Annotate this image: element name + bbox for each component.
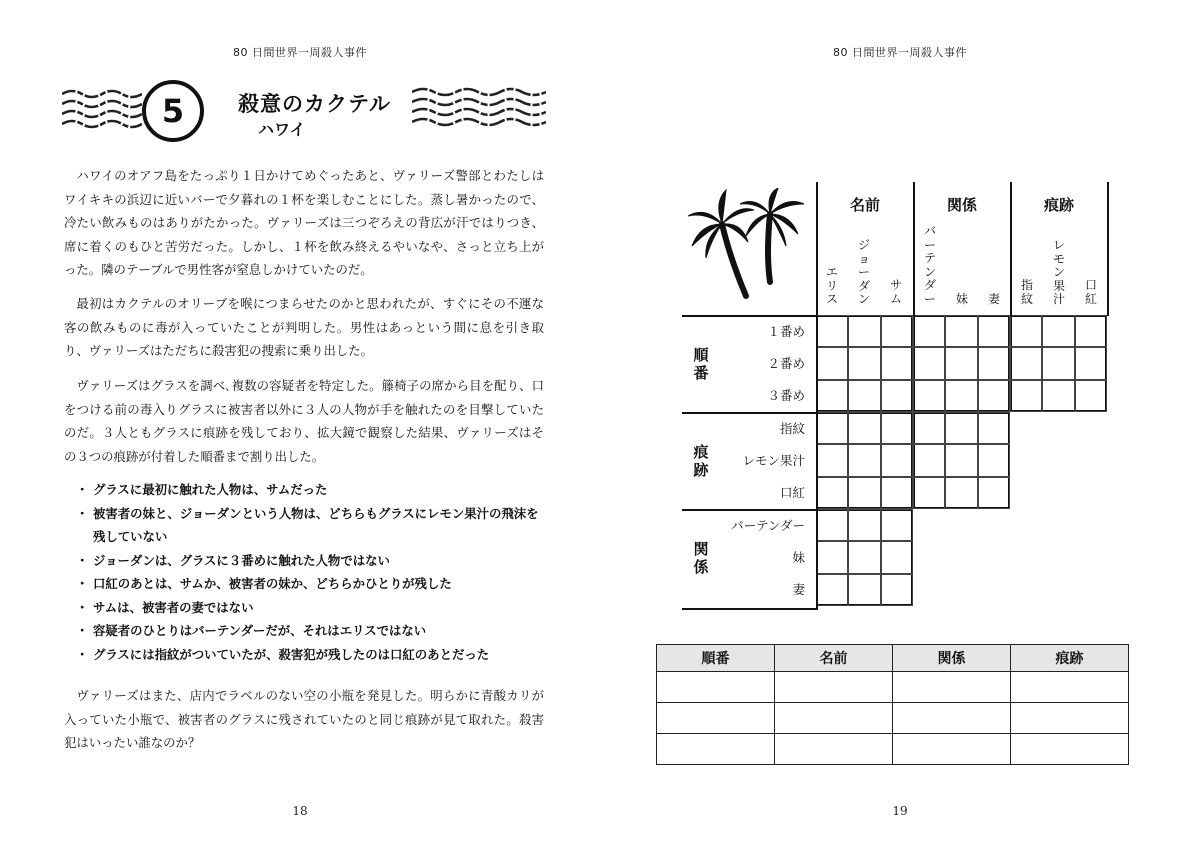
grid-cell[interactable] — [1075, 380, 1107, 412]
grid-cell[interactable] — [1075, 347, 1107, 379]
grid-cell[interactable] — [1075, 315, 1107, 347]
answer-row — [657, 703, 1129, 734]
chapter-number-badge: 5 — [142, 80, 204, 142]
grid-divider — [682, 315, 816, 317]
grid-cell[interactable] — [978, 380, 1010, 412]
row-label: １番め — [767, 324, 805, 339]
answer-header-order: 順番 — [657, 645, 775, 672]
clue-item: ・ ジョーダンは、グラスに３番めに触れた人物ではない — [76, 549, 546, 573]
grid-cell[interactable] — [816, 444, 848, 476]
row-group-title: 順番 — [693, 346, 709, 382]
row-label: ２番め — [767, 356, 805, 371]
clue-item: ・ 容疑者のひとりはバーテンダーだが、それはエリスではない — [76, 619, 546, 643]
grid-cell[interactable] — [848, 509, 880, 541]
grid-cell[interactable] — [913, 380, 945, 412]
grid-divider — [1107, 182, 1109, 316]
grid-cell[interactable] — [848, 380, 880, 412]
grid-cell[interactable] — [881, 477, 913, 509]
grid-divider — [682, 509, 816, 511]
clue-item: ・ サムは、被害者の妻ではない — [76, 596, 546, 620]
grid-cell[interactable] — [913, 315, 945, 347]
page-number-left: 18 — [292, 804, 308, 818]
column-label: 指紋 — [1020, 278, 1033, 306]
right-page — [600, 0, 1200, 858]
answer-header-name: 名前 — [775, 645, 893, 672]
grid-cell[interactable] — [913, 477, 945, 509]
grid-cell[interactable] — [1042, 380, 1074, 412]
grid-cell[interactable] — [881, 509, 913, 541]
grid-divider — [1010, 182, 1012, 316]
postmark-wave-left-icon — [62, 88, 142, 130]
grid-cell[interactable] — [816, 315, 848, 347]
grid-cell[interactable] — [1010, 380, 1042, 412]
answer-cell[interactable] — [775, 672, 893, 703]
grid-cell[interactable] — [913, 347, 945, 379]
grid-cell[interactable] — [1042, 315, 1074, 347]
row-label: 妻 — [792, 582, 805, 597]
clue-list — [76, 478, 546, 666]
grid-cell[interactable] — [848, 444, 880, 476]
answer-cell[interactable] — [775, 703, 893, 734]
grid-divider — [913, 182, 915, 316]
answer-table — [656, 644, 1129, 765]
palm-trees-icon — [686, 188, 808, 300]
grid-cell[interactable] — [881, 541, 913, 573]
answer-cell[interactable] — [1011, 672, 1129, 703]
story-paragraph-2: 最初はカクテルのオリーブを喉につまらせたのかと思われたが、すぐにその不運な客の飲みものに毒が入っていたことが判明した。男性はあっという間に息を引き取り、ヴァリーズはただちに殺害犯の捜索に乗り出した。 — [64, 296, 544, 358]
answer-cell[interactable] — [893, 703, 1011, 734]
grid-cell[interactable] — [913, 412, 945, 444]
grid-cell[interactable] — [881, 315, 913, 347]
grid-cell[interactable] — [881, 380, 913, 412]
grid-cell[interactable] — [848, 574, 880, 606]
column-label: レモン果汁 — [1052, 238, 1065, 306]
grid-cell[interactable] — [978, 347, 1010, 379]
answer-header-relation: 関係 — [893, 645, 1011, 672]
row-label: 口紅 — [779, 485, 805, 500]
story-paragraph-4: ヴァリーズはまた、店内でラベルのない空の小瓶を発見した。明らかに青酸カリが入っていた小瓶で、被害者のグラスに残されていたのと同じ痕跡が見て取れた。殺害犯はいったい誰なのか？ — [64, 688, 544, 750]
row-group-title: 関係 — [693, 540, 709, 576]
grid-cell[interactable] — [1010, 315, 1042, 347]
grid-cell[interactable] — [816, 477, 848, 509]
answer-cell[interactable] — [657, 703, 775, 734]
row-label: レモン果汁 — [742, 453, 805, 468]
grid-cell[interactable] — [881, 574, 913, 606]
story-paragraph-3: ヴァリーズはグラスを調べ､複数の容疑者を特定した。籐椅子の席から目を配り、口をつける前の毒入りグラスに被害者以外に３人の人物が手を触れたのを目撃していたのだ。３人ともグラスに痕跡を残しており、拡大鏡で観察した結果、ヴァリーズはその３つの痕跡が付着した順番まで割り出した。 — [64, 378, 544, 464]
grid-cell[interactable] — [881, 412, 913, 444]
answer-cell[interactable] — [1011, 703, 1129, 734]
column-group-title: 名前 — [849, 196, 880, 214]
postmark-wave-right-icon — [412, 86, 546, 128]
grid-cell[interactable] — [978, 477, 1010, 509]
grid-cell[interactable] — [816, 347, 848, 379]
answer-cell[interactable] — [657, 734, 775, 765]
grid-cell[interactable] — [913, 444, 945, 476]
grid-cell[interactable] — [978, 444, 1010, 476]
grid-cell[interactable] — [945, 315, 977, 347]
answer-cell[interactable] — [657, 672, 775, 703]
row-label: 妹 — [792, 550, 805, 565]
grid-cell[interactable] — [848, 347, 880, 379]
answer-row — [657, 734, 1129, 765]
grid-cell[interactable] — [978, 412, 1010, 444]
page-number-right: 19 — [892, 804, 908, 818]
grid-cell[interactable] — [945, 347, 977, 379]
grid-cell[interactable] — [1010, 347, 1042, 379]
running-head: 80 日間世界一周殺人事件 — [233, 46, 367, 59]
grid-divider — [682, 412, 816, 414]
row-group-title: 痕跡 — [693, 443, 709, 479]
column-label: 妻 — [987, 292, 1000, 306]
grid-cell[interactable] — [945, 380, 977, 412]
grid-cell[interactable] — [848, 412, 880, 444]
grid-cell[interactable] — [881, 347, 913, 379]
answer-cell[interactable] — [1011, 734, 1129, 765]
chapter-place: ハワイ — [258, 120, 306, 139]
row-label: ３番め — [767, 388, 805, 403]
grid-cell[interactable] — [978, 315, 1010, 347]
answer-cell[interactable] — [893, 672, 1011, 703]
column-label: 口紅 — [1084, 278, 1097, 306]
answer-cell[interactable] — [893, 734, 1011, 765]
grid-cell[interactable] — [816, 541, 848, 573]
column-group-title: 関係 — [946, 196, 977, 214]
column-label: 妹 — [955, 292, 968, 306]
chapter-title: 殺意のカクテル — [238, 92, 391, 116]
grid-cell[interactable] — [848, 541, 880, 573]
column-label: サム — [889, 278, 902, 306]
clue-item: ・ グラスに最初に触れた人物は、サムだった — [76, 478, 546, 502]
answer-row — [657, 672, 1129, 703]
grid-cell[interactable] — [816, 574, 848, 606]
grid-cell[interactable] — [881, 444, 913, 476]
clue-item: ・ 口紅のあとは、サムか、被害者の妹か、どちらかひとりが残した — [76, 572, 546, 596]
answer-cell[interactable] — [775, 734, 893, 765]
grid-divider — [682, 608, 816, 610]
grid-cell[interactable] — [848, 315, 880, 347]
running-head: 80 日間世界一周殺人事件 — [833, 46, 967, 59]
column-label: バーテンダー — [923, 224, 936, 306]
column-group-title: 痕跡 — [1043, 196, 1074, 214]
clue-item: ・ 被害者の妹と、ジョーダンという人物は、どちらもグラスにレモン果汁の飛沫を残していない — [76, 502, 546, 549]
grid-divider — [816, 182, 818, 610]
row-label: 指紋 — [779, 421, 805, 436]
grid-cell[interactable] — [816, 509, 848, 541]
grid-cell[interactable] — [945, 477, 977, 509]
grid-cell[interactable] — [848, 477, 880, 509]
clue-item: ・ グラスには指紋がついていたが、殺害犯が残したのは口紅のあとだった — [76, 643, 546, 667]
column-label: エリス — [825, 265, 838, 306]
grid-cell[interactable] — [945, 412, 977, 444]
grid-cell[interactable] — [816, 380, 848, 412]
grid-cell[interactable] — [945, 444, 977, 476]
grid-cell[interactable] — [816, 412, 848, 444]
grid-cell[interactable] — [1042, 347, 1074, 379]
story-paragraph-1: ハワイのオアフ島をたっぷり１日かけてめぐったあと、ヴァリーズ警部とわたしはワイキキの浜辺に近いバーで夕暮れの１杯を楽しむことにした。蒸し暑かったので、冷たい飲みものはありがたかった。ヴァリーズは三つぞろえの背広が汗ではりつき、席に着くのもひと苦労だった。しかし、１杯を飲み終えるやいなや、さっと立ち上がった。隣のテーブルで男性客が窒息しかけていたのだ。 — [64, 168, 544, 277]
answer-header-trace: 痕跡 — [1011, 645, 1129, 672]
row-label: バーテンダー — [731, 518, 805, 533]
column-label: ジョーダン — [857, 238, 870, 306]
